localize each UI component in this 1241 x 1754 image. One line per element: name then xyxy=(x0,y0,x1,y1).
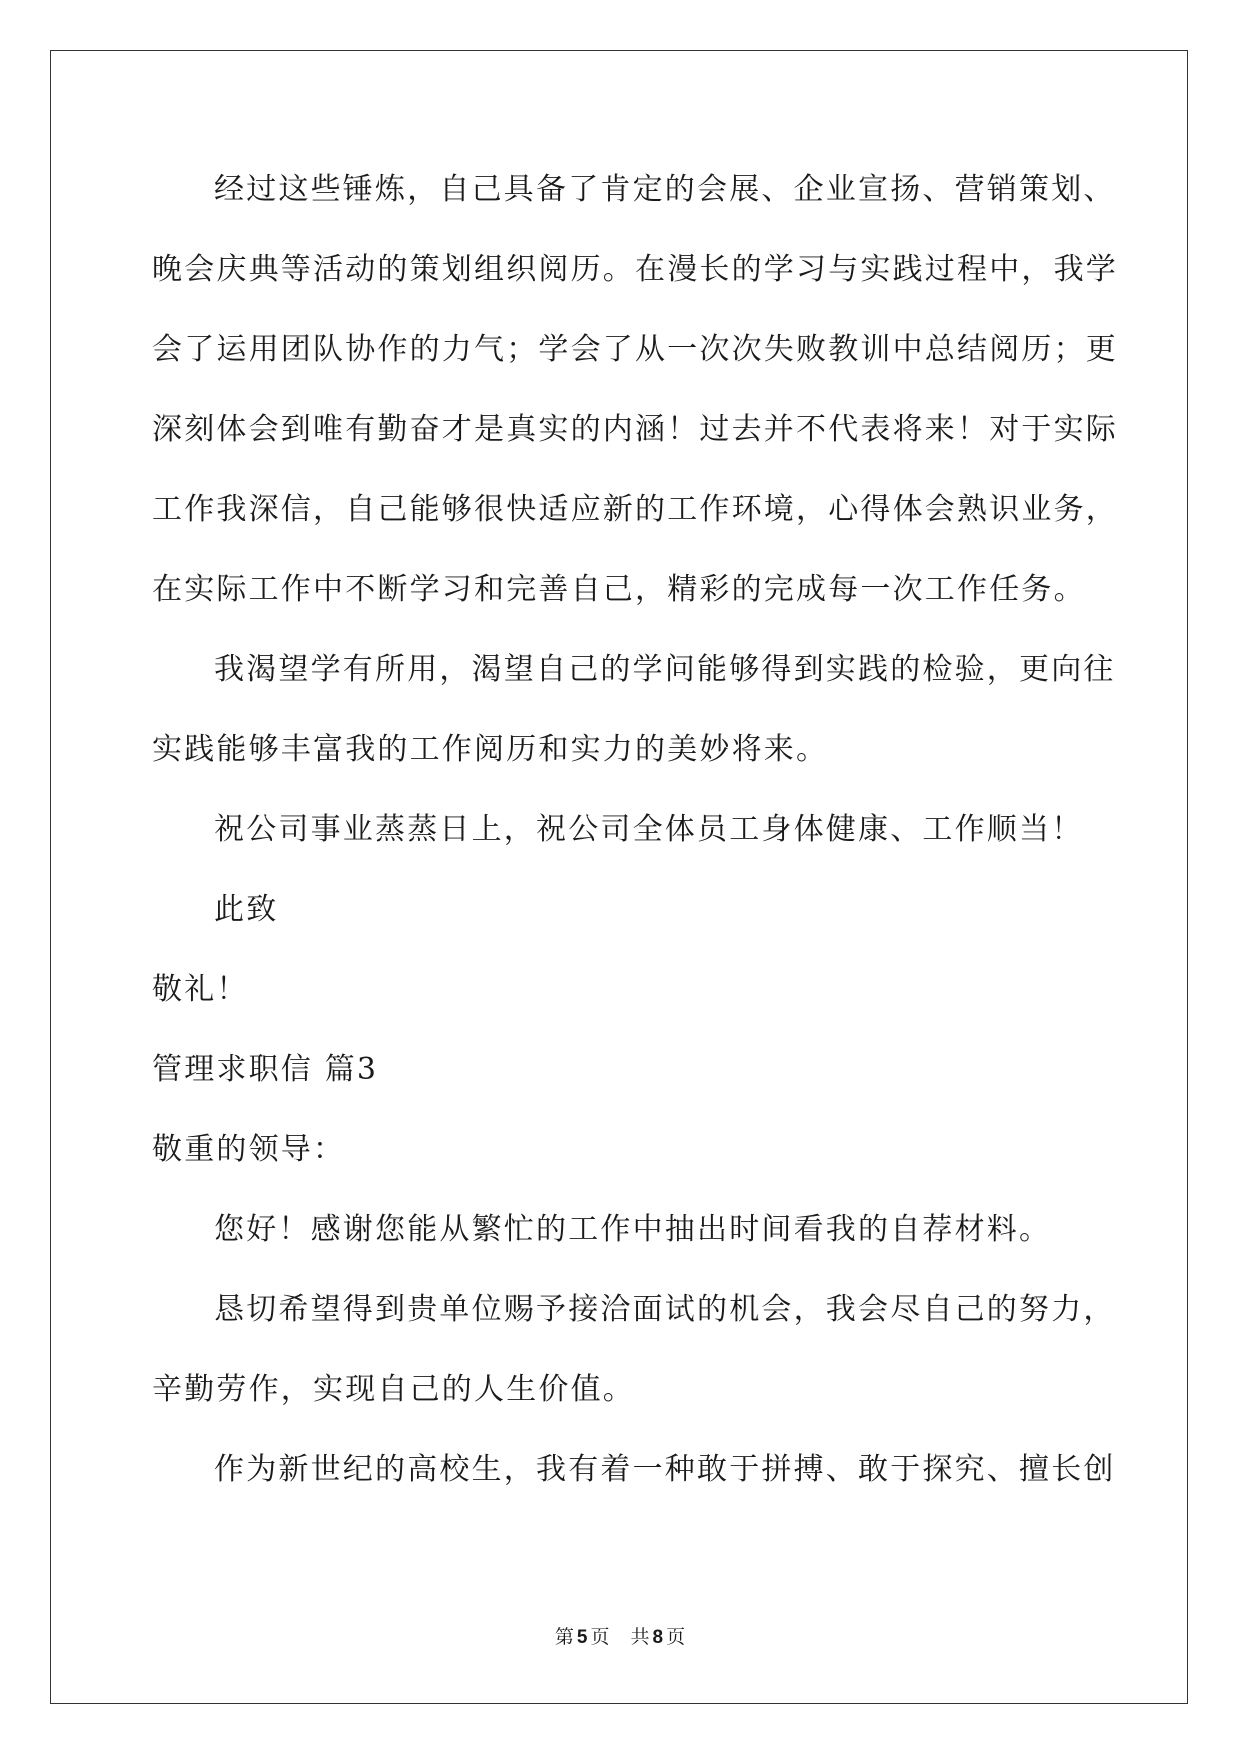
section-heading: 管理求职信 篇3 xyxy=(152,1052,379,1087)
footer-prefix: 第 xyxy=(554,1626,575,1648)
footer-total-prefix: 共 xyxy=(630,1626,651,1648)
text-line-7: 我渴望学有所用，渴望自己的学问能够得到实践的检验，更向往 xyxy=(214,652,1116,687)
text-line-1: 经过这些锤炼，自己具备了肯定的会展、企业宣扬、营销策划、 xyxy=(214,172,1116,207)
footer-page-unit: 页 xyxy=(590,1626,611,1648)
footer-page-number: 5 xyxy=(576,1627,589,1648)
closing-salutation: 此致 xyxy=(214,892,279,927)
text-line-14: 您好！感谢您能从繁忙的工作中抽出时间看我的自荐材料。 xyxy=(214,1212,1052,1247)
page-footer xyxy=(0,1622,1241,1649)
document-body xyxy=(152,150,1118,1510)
text-line-15: 恳切希望得到贵单位赐予接洽面试的机会，我会尽自己的努力， xyxy=(214,1292,1116,1327)
text-line-9: 祝公司事业蒸蒸日上，祝公司全体员工身体健康、工作顺当！ xyxy=(214,812,1084,847)
text-line-5: 工作我深信，自己能够很快适应新的工作环境，心得体会熟识业务， xyxy=(152,492,1118,527)
footer-total-unit: 页 xyxy=(666,1626,687,1648)
text-line-8: 实践能够丰富我的工作阅历和实力的美妙将来。 xyxy=(152,732,829,767)
closing-regards: 敬礼！ xyxy=(152,972,249,1007)
footer-total-pages: 8 xyxy=(652,1627,665,1648)
text-line-17: 作为新世纪的高校生，我有着一种敢于拼搏、敢于探究、擅长创 xyxy=(214,1452,1116,1487)
text-line-2: 晚会庆典等活动的策划组织阅历。在漫长的学习与实践过程中，我学 xyxy=(152,252,1118,287)
text-line-3: 会了运用团队协作的力气；学会了从一次次失败教训中总结阅历；更 xyxy=(152,332,1118,367)
greeting: 敬重的领导： xyxy=(152,1132,346,1167)
text-line-16: 辛勤劳作，实现自己的人生价值。 xyxy=(152,1372,635,1407)
text-line-4: 深刻体会到唯有勤奋才是真实的内涵！过去并不代表将来！对于实际 xyxy=(152,412,1118,447)
text-line-6: 在实际工作中不断学习和完善自己，精彩的完成每一次工作任务。 xyxy=(152,572,1086,607)
